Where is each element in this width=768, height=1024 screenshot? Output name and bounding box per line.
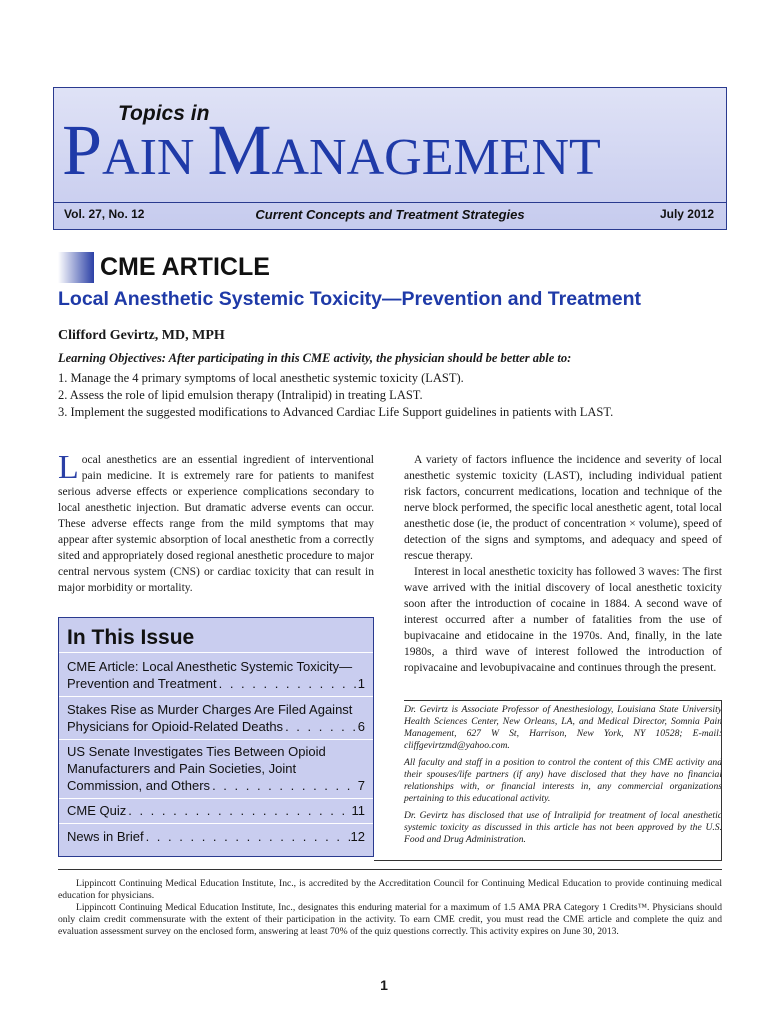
disclosure-rule (404, 700, 722, 701)
disclosures (404, 704, 722, 851)
masthead-topics: Topics in (118, 102, 210, 125)
faculty-disclosure: All faculty and staff in a position to control the content of this CME activity and their spouses/life partners (if any) have disclosed that they have no financial relationships with, or financial interests in, any commercial organizations pertaining to this educational activity. (404, 757, 722, 804)
issue-item[interactable]: US Senate Investigates Ties Between Opioid Manufacturers and Pain Societies, Joint Commission, and Others . . . 7 (67, 743, 365, 794)
footer-rule (58, 869, 722, 870)
in-this-issue-title: In This Issue (67, 626, 195, 649)
disclosure-frame-right (721, 700, 722, 860)
drop-cap: L (58, 449, 79, 486)
objective-item: 2. Assess the role of lipid emulsion therapy (Intralipid) in treating LAST. (58, 388, 423, 402)
objective-item: 1. Manage the 4 primary symptoms of local anesthetic systemic toxicity (LAST). (58, 371, 464, 385)
body-paragraph: Interest in local anesthetic toxicity has followed 3 waves: The first wave arrived with the initial discovery of local anesthetic toxicity soon after the introduction of cocaine in 1884. A second wave of interest occurred after a number of fatalities from the use of bupivacaine and etidocaine in the 1970s. And, finally, in the late 1980s, a third wave of interest followed the introduction of ropivacaine and levobupivacaine and continues through the present. (404, 566, 722, 674)
article-title: Local Anesthetic Systemic Toxicity—Prevention and Treatment (58, 288, 642, 310)
objectives-heading: Learning Objectives: After participating in this CME activity, the physician should be better able to: (58, 351, 572, 365)
masthead-rule (54, 202, 726, 203)
issue-divider (59, 739, 373, 740)
volume-issue: Vol. 27, No. 12 (64, 207, 145, 221)
issue-item[interactable]: CME Article: Local Anesthetic Systemic Toxicity— Prevention and Treatment . . . 1 (67, 658, 365, 692)
leader-dots (283, 718, 358, 735)
body-paragraph: A variety of factors influence the incidence and severity of local anesthetic systemic toxicity (LAST), including individual patient risk factors, concurrent medications, location and technique of the nerve block performed, the specific local anesthetic agent, total local anesthetic dose (ie, the product of concentration × volume), speed of detection of the signs and symptoms, and adequacy and speed of rescue therapy. (404, 454, 722, 562)
in-this-issue-box (58, 617, 374, 857)
objective-item: 3. Implement the suggested modifications to Advanced Cardiac Life Support guidelines in patients with LAST. (58, 405, 614, 419)
author: Clifford Gevirtz, MD, MPH (58, 328, 225, 343)
credit-paragraph: Lippincott Continuing Medical Education Institute, Inc., designates this enduring material for a maximum of 1.5 AMA PRA Category 1 Credits™. Physicians should only claim credit commensurate with the extent of their participation in the activity. To earn CME credit, you must read the CME article and complete the quiz and evaluation assessment survey on the enclosed form, answering at least 70% of the quiz questions correctly. This activity expires on June 30, 2013. (58, 902, 722, 937)
issue-item[interactable]: CME Quiz . . . 11 (67, 802, 365, 819)
issue-page: 7 (357, 778, 365, 793)
journal-title: PAIN MANAGEMENT (62, 110, 601, 190)
issue-divider (59, 798, 373, 799)
accreditation-paragraph: Lippincott Continuing Medical Education Institute, Inc., is accredited by the Accreditation Council for Continuing Medical Education to provide continuing medical education for physicians. (58, 878, 722, 901)
cme-gradient-bar (58, 252, 94, 283)
issue-divider (59, 652, 373, 653)
masthead (53, 87, 727, 230)
cme-label: CME ARTICLE (100, 253, 270, 281)
issue-item[interactable]: Stakes Rise as Murder Charges Are Filed Against Physicians for Opioid-Related Deaths . . . 6 (67, 701, 365, 735)
issue-date: July 2012 (659, 207, 714, 221)
disclosure-frame-bottom (374, 860, 722, 861)
off-label-disclosure: Dr. Gevirtz has disclosed that use of Intralipid for treatment of local anesthetic systemic toxicity as discussed in this article has not been approved by the U.S. Food and Drug Administration. (404, 810, 722, 845)
issue-page: 12 (350, 829, 365, 844)
main-column (404, 452, 722, 676)
intro-paragraph: ocal anesthetics are an essential ingredient of interventional pain medicine. It is extremely rare for patients to manifest serious adverse effects or experience complications secondary to local anesthetic injection. But dramatic adverse events can occur. These adverse effects range from the mild symptoms that may appear after systemic absorption of local anesthetic from a correctly sited and appropriately dosed regional anesthetic procedure to major central nervous system (CNS) or cardiac toxicity that can result in major morbidity or mortality. (58, 454, 374, 594)
issue-item[interactable]: News in Brief . . . 12 (67, 828, 365, 845)
intro-column (58, 449, 374, 596)
leader-dots (144, 828, 351, 845)
leader-dots (210, 777, 358, 794)
issue-divider (59, 823, 373, 824)
issue-page: 11 (351, 803, 365, 818)
leader-dots (217, 675, 358, 692)
leader-dots (126, 802, 351, 819)
author-affiliation: Dr. Gevirtz is Associate Professor of Anesthesiology, Louisiana State University Health Sciences Center, New Orleans, LA, and Medical Director, Somnia Pain Management, 627 W St, Harrison, New York, NY 10528; E-mail: cliffgevirtzmd@yahoo.com. (404, 704, 722, 751)
page-number: 1 (380, 977, 388, 993)
objectives-list (58, 370, 613, 421)
masthead-subtitle: Current Concepts and Treatment Strategies (255, 207, 525, 222)
issue-divider (59, 696, 373, 697)
accreditation-footer (58, 878, 722, 938)
issue-page: 1 (357, 676, 365, 691)
issue-page: 6 (357, 719, 365, 734)
